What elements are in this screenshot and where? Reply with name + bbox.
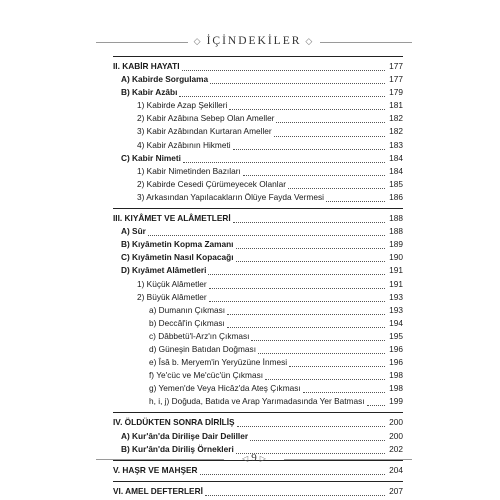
toc-entry-label: 2) Kabirde Cesedi Çürümeyecek Olanlar <box>137 178 286 189</box>
ornament-left-icon: ◁ <box>242 454 249 463</box>
toc-entry-row[interactable] <box>113 343 403 356</box>
toc-section-row[interactable] <box>113 212 403 225</box>
toc-entry-label: B) Kabir Azâbı <box>121 87 178 98</box>
dot-leader <box>179 88 385 97</box>
dot-leader <box>236 240 386 249</box>
toc-entry-label: e) Îsâ b. Meryem'in Yeryüzüne İnmesi <box>149 357 288 368</box>
dot-leader <box>303 384 385 393</box>
toc-page-number: 182 <box>389 113 403 124</box>
page-header <box>96 33 412 53</box>
toc-entry-label: V. HAŞR VE MAHŞER <box>113 464 198 475</box>
dot-leader <box>205 487 385 496</box>
toc-entry-label: 2) Kabir Azâbına Sebep Olan Ameller <box>137 113 275 124</box>
dot-leader <box>233 214 385 223</box>
section-divider <box>113 56 403 59</box>
toc-entry-row[interactable] <box>113 238 403 251</box>
toc-entry-label: c) Dâbbetü'l-Arz'ın Çıkması <box>149 330 250 341</box>
toc-entry-label: B) Kıyâmetin Kopma Zamanı <box>121 239 234 250</box>
toc-entry-row[interactable] <box>113 382 403 395</box>
ornament-left-icon: ◇ <box>193 36 203 46</box>
toc-section-row[interactable] <box>113 416 403 429</box>
toc-entry-label: II. KABİR HAYATI <box>113 61 180 71</box>
toc-entry-row[interactable] <box>113 86 403 99</box>
toc-entry-row[interactable] <box>113 125 403 138</box>
toc-entry-label: D) Kıyâmet Alâmetleri <box>121 265 207 276</box>
toc-section-row[interactable] <box>113 485 403 498</box>
toc-page-number: 204 <box>389 464 403 475</box>
toc-page-number: 200 <box>389 430 403 441</box>
toc-page-number: 185 <box>389 178 403 189</box>
toc-entry-label: VI. AMEL DEFTERLERİ <box>113 485 203 496</box>
toc-entry-label: IV. ÖLDÜKTEN SONRA DİRİLİŞ <box>113 417 235 428</box>
page-number-text: 9 <box>251 452 257 464</box>
toc-page-number: 190 <box>389 252 403 263</box>
dot-leader <box>326 193 385 202</box>
toc-page-number: 186 <box>389 191 403 202</box>
toc-entry-row[interactable] <box>113 152 403 165</box>
toc-page-number: 198 <box>389 370 403 381</box>
toc-page-number: 179 <box>389 87 403 98</box>
toc-page-number: 193 <box>389 291 403 302</box>
dot-leader <box>183 154 385 163</box>
dot-leader <box>367 397 385 406</box>
toc-entry-label: 4) Kabir Azâbının Hikmeti <box>137 139 231 150</box>
dot-leader <box>274 128 385 137</box>
dot-leader <box>288 180 385 189</box>
toc-entry-row[interactable] <box>113 330 403 343</box>
dot-leader <box>258 345 385 354</box>
toc-page-number: 184 <box>389 152 403 163</box>
toc-page-number: 207 <box>389 485 403 496</box>
toc-entry-row[interactable] <box>113 369 403 382</box>
dot-leader <box>209 293 385 302</box>
footer-rule-right <box>284 459 412 460</box>
toc-entry-label: 2) Büyük Alâmetler <box>137 291 207 302</box>
dot-leader <box>227 306 385 315</box>
dot-leader <box>182 62 385 71</box>
dot-leader <box>208 266 385 275</box>
dot-leader <box>236 253 386 262</box>
toc-entry-label: B) Kur'ân'da Diriliş Örnekleri <box>121 443 234 454</box>
ornament-right-icon: ◇ <box>305 36 315 46</box>
page-title-text: İÇİNDEKİLER <box>206 35 302 47</box>
page-footer <box>96 450 412 470</box>
toc-entry-label: h, i, j) Doğuda, Batıda ve Arap Yarımadasında Yer Batması <box>149 396 365 407</box>
toc-section-row[interactable] <box>113 60 403 73</box>
toc-entry-row[interactable] <box>113 112 403 125</box>
toc-entry-row[interactable] <box>113 165 403 178</box>
dot-leader <box>148 227 385 236</box>
toc-entry-row[interactable] <box>113 317 403 330</box>
toc-entry-label: A) Kabirde Sorgulama <box>121 74 209 85</box>
toc-page-number: 177 <box>389 61 403 71</box>
dot-leader <box>243 167 385 176</box>
toc-entry-row[interactable] <box>113 304 403 317</box>
page-number <box>96 452 412 464</box>
toc-entry-row[interactable] <box>113 251 403 264</box>
dot-leader <box>233 141 385 150</box>
toc-entry-label: f) Ye'cüc ve Me'cüc'ün Çıkması <box>149 370 264 381</box>
toc-entry-row[interactable] <box>113 278 403 291</box>
toc-page-number: 200 <box>389 417 403 428</box>
toc-entry-row[interactable] <box>113 73 403 86</box>
dot-leader <box>210 75 385 84</box>
toc-entry-row[interactable] <box>113 191 403 204</box>
toc-entry-row[interactable] <box>113 99 403 112</box>
ornament-right-icon: ▷ <box>259 454 266 463</box>
toc-page-number: 182 <box>389 126 403 137</box>
toc-page-number: 183 <box>389 139 403 150</box>
toc-entry-label: 1) Küçük Alâmetler <box>137 278 207 289</box>
dot-leader <box>229 101 385 110</box>
toc-page-number: 193 <box>389 304 403 315</box>
dot-leader <box>276 114 385 123</box>
section-divider <box>113 412 403 415</box>
toc-entry-row[interactable] <box>113 139 403 152</box>
toc-page-number: 196 <box>389 357 403 368</box>
toc-entry-label: A) Kur'ân'da Dirilişe Dair Deliller <box>121 430 249 441</box>
toc-page-number: 202 <box>389 443 403 454</box>
toc-entry-label: C) Kabir Nimeti <box>121 152 181 163</box>
page-title <box>96 35 412 47</box>
toc-entry-label: C) Kıyâmetin Nasıl Kopacağı <box>121 252 234 263</box>
header-rule-right <box>320 42 412 43</box>
dot-leader <box>289 358 385 367</box>
toc-page-number: 199 <box>389 396 403 407</box>
toc-entry-label: 1) Kabir Nimetinden Bazıları <box>137 165 241 176</box>
toc-entry-label: 1) Kabirde Azap Şekilleri <box>137 100 228 111</box>
dot-leader <box>251 332 385 341</box>
dot-leader <box>209 280 385 289</box>
toc-entry-row[interactable] <box>113 430 403 443</box>
toc-page-number: 188 <box>389 213 403 224</box>
toc-entry-label: 3) Kabir Azâbından Kurtaran Ameller <box>137 126 272 137</box>
toc-page-number: 191 <box>389 278 403 289</box>
dot-leader <box>265 371 385 380</box>
toc-entry-label: d) Güneşin Batıdan Doğması <box>149 343 256 354</box>
toc-entry-row[interactable] <box>113 395 403 408</box>
toc-entry-row[interactable] <box>113 356 403 369</box>
toc-page-number: 191 <box>389 265 403 276</box>
toc-entry-label: 3) Arkasından Yapılacakların Ölüye Fayda Vermesi <box>137 191 324 202</box>
toc-entry-label: III. KIYÂMET VE ALÂMETLERİ <box>113 213 231 224</box>
toc-entry-label: a) Dumanın Çıkması <box>149 304 226 315</box>
toc-page-number: 196 <box>389 343 403 354</box>
toc-page-number: 177 <box>389 74 403 85</box>
toc-page-number: 184 <box>389 165 403 176</box>
table-of-contents <box>113 56 403 498</box>
toc-entry-label: b) Deccâl'in Çıkması <box>149 317 225 328</box>
toc-entry-row[interactable] <box>113 264 403 277</box>
toc-page-number: 194 <box>389 317 403 328</box>
toc-page-number: 188 <box>389 226 403 237</box>
dot-leader <box>250 432 385 441</box>
toc-entry-label: A) Sûr <box>121 226 146 237</box>
dot-leader <box>237 418 385 427</box>
toc-page-number: 189 <box>389 239 403 250</box>
toc-page-number: 181 <box>389 100 403 111</box>
toc-page-number: 198 <box>389 383 403 394</box>
section-divider <box>113 481 403 484</box>
toc-page-number: 195 <box>389 330 403 341</box>
section-divider <box>113 208 403 211</box>
toc-entry-label: g) Yemen'de Veya Hicâz'da Ateş Çıkması <box>149 383 301 394</box>
dot-leader <box>227 319 385 328</box>
toc-entry-row[interactable] <box>113 225 403 238</box>
toc-entry-row[interactable] <box>113 178 403 191</box>
toc-entry-row[interactable] <box>113 291 403 304</box>
